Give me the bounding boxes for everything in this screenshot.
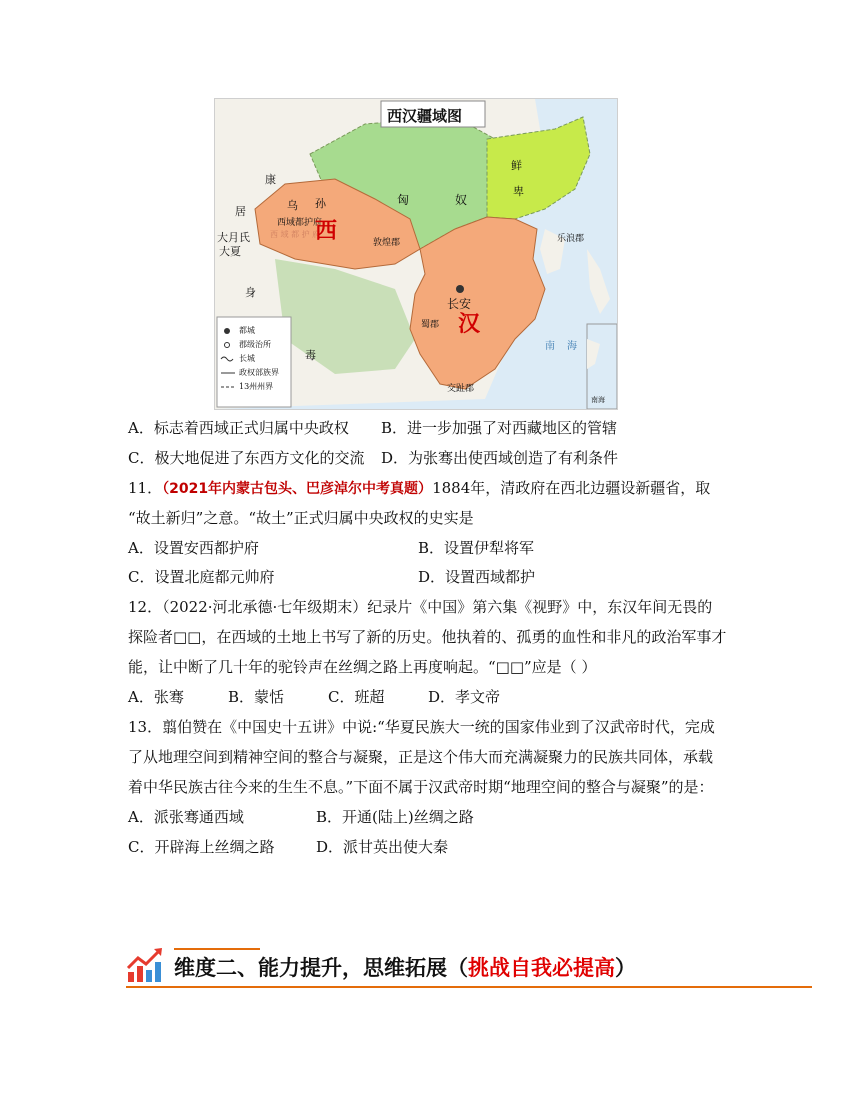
map-label-wusun-1: 乌	[287, 199, 298, 212]
heading-accent-rule	[174, 948, 260, 950]
q13-option-c[interactable]: C．开辟海上丝绸之路	[128, 838, 275, 856]
q13-stem-line-1: 13．翦伯赞在《中国史十五讲》中说:“华夏民族大一统的国家伟业到了汉武帝时代，完成	[128, 718, 715, 736]
map-label-dayuezhi: 大月氏	[217, 231, 250, 244]
map-label-kangju-2: 居	[235, 205, 246, 218]
map-label-xiongnu-2: 奴	[455, 193, 468, 207]
q13-option-a[interactable]: A．派张骞通西域	[128, 808, 244, 826]
q11-option-d[interactable]: D．设置西域都护	[418, 568, 536, 586]
section-title-highlight: 挑战自我必提高	[468, 956, 615, 980]
map-title: 西汉疆域图	[387, 107, 463, 125]
map-label-daxia: 大夏	[219, 245, 241, 258]
q13-option-b[interactable]: B．开通(陆上)丝绸之路	[316, 808, 474, 826]
q11-option-b[interactable]: B．设置伊犁将军	[418, 539, 535, 557]
legend-border: 政权部族界	[239, 368, 279, 377]
map-label-xianbei-1: 鲜	[511, 159, 522, 172]
q11-option-c[interactable]: C．设置北庭都元帅府	[128, 568, 275, 586]
q12-stem-line-2: 探险者□□，在西域的土地上书写了新的历史。他执着的、孤勇的血性和非凡的政治军事才	[128, 628, 727, 646]
map-label-kangju-1: 康	[265, 173, 276, 186]
q12-stem-line-1: 12．（2022·河北承德·七年级期末）纪录片《中国》第六集《视野》中，东汉年间无畏的	[128, 598, 713, 616]
map-label-lelang: 乐浪郡	[557, 234, 585, 244]
q12-option-b[interactable]: B．蒙恬	[228, 688, 285, 706]
map-label-dunhuang: 敦煌郡	[373, 238, 401, 248]
map-label-xianbei-2: 卑	[513, 185, 524, 198]
q11-number: 11．	[128, 479, 163, 497]
q10-option-d[interactable]: D．为张骞出使西域创造了有利条件	[381, 449, 619, 467]
section-title-main: 维度二、能力提升，思维拓展（	[174, 956, 468, 980]
q12-option-d[interactable]: D．孝文帝	[428, 688, 501, 706]
western-han-territory-map	[214, 98, 618, 410]
map-label-nanhai-1: 南	[545, 341, 555, 352]
q11-stem-line-2: “故土新归”之意。“故土”正式归属中央政权的史实是	[128, 509, 474, 527]
q11-source: （2021年内蒙古包头、巴彦淖尔中考真题）	[162, 481, 433, 497]
q11-stem-text-1: 1884年，清政府在西北边疆设新疆省，取	[432, 479, 711, 497]
map-label-inset-sea: 南海	[591, 396, 605, 404]
q13-option-d[interactable]: D．派甘英出使大秦	[316, 838, 449, 856]
q10-option-a[interactable]: A．标志着西域正式归属中央政权	[128, 419, 349, 437]
legend-commandery: 郡级治所	[239, 340, 271, 349]
q11-option-a[interactable]: A．设置安西都护府	[128, 539, 259, 557]
map-label-shendu-1: 身	[245, 286, 256, 299]
q13-stem-line-3: 着中华民族古往今来的生生不息。”下面不属于汉武帝时期“地理空间的整合与凝聚”的是：	[128, 778, 714, 796]
map-label-han: 汉	[458, 311, 481, 337]
heading-underline	[126, 986, 812, 988]
map-label-xiyu-duhufu: 西域都护府	[277, 218, 323, 228]
map-label-nanhai-2: 海	[567, 341, 577, 352]
map-label-jiaozhi: 交趾郡	[447, 384, 475, 394]
legend-capital: 都城	[239, 326, 255, 335]
map-label-shujun: 蜀郡	[421, 320, 440, 330]
map-label-wusun-2: 孙	[315, 197, 326, 210]
map-label-xiyu: 西 域 都 护 府	[270, 230, 321, 239]
map-label-shendu-2: 毒	[305, 349, 316, 362]
q10-option-b[interactable]: B．进一步加强了对西藏地区的管辖	[381, 419, 618, 437]
legend-great-wall: 长城	[239, 354, 255, 363]
map-graphic	[215, 99, 617, 409]
q10-option-c[interactable]: C．极大地促进了东西方文化的交流	[128, 449, 365, 467]
q11-stem-line-1	[128, 478, 710, 499]
section-heading	[126, 940, 812, 990]
q12-option-c[interactable]: C．班超	[328, 688, 385, 706]
section-title	[174, 954, 636, 982]
map-label-xiongnu-1: 匈	[397, 193, 410, 207]
map-label-changan: 长安	[447, 297, 472, 311]
legend-province: 13州州界	[239, 382, 274, 391]
q12-option-a[interactable]: A．张骞	[128, 688, 184, 706]
q12-stem-line-3: 能，让中断了几十年的驼铃声在丝绸之路上再度响起。“□□”应是（ ）	[128, 658, 597, 676]
section-title-end: ）	[615, 956, 636, 980]
growth-chart-icon	[126, 946, 166, 984]
q13-stem-line-2: 了从地理空间到精神空间的整合与凝聚，正是这个伟大而充满凝聚力的民族共同体，承载	[128, 748, 714, 766]
map-label-xi: 西	[315, 218, 338, 244]
